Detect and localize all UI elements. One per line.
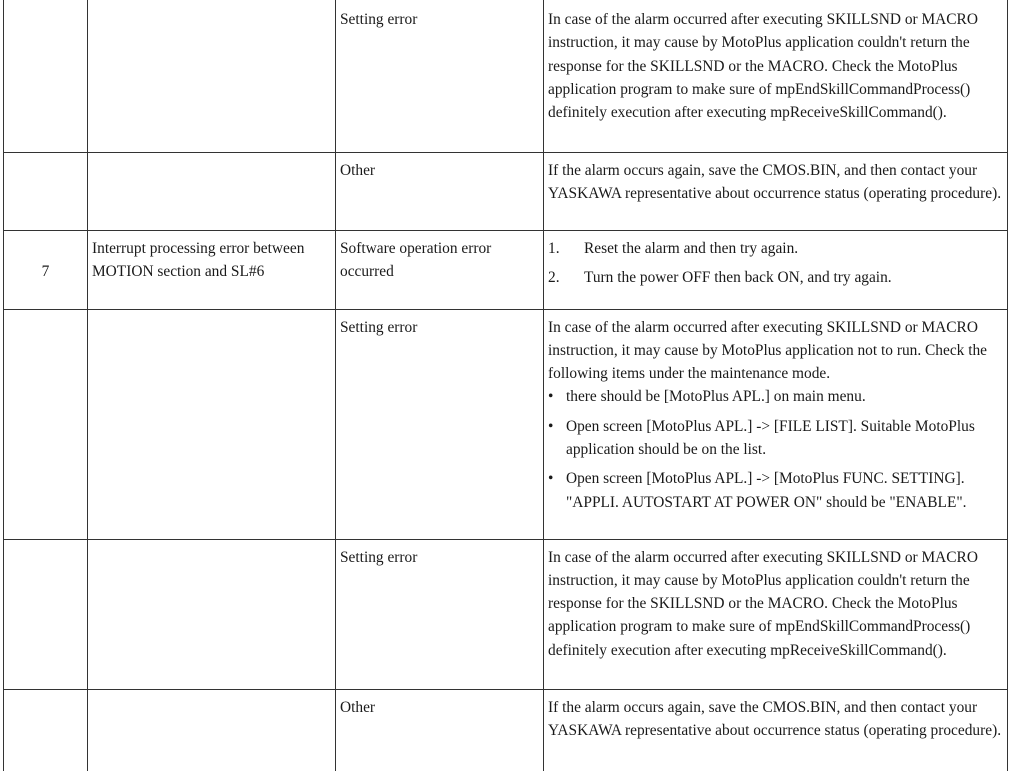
list-item — [548, 266, 1003, 289]
cause-cell: Setting error — [336, 0, 544, 152]
bullet-icon: • — [548, 417, 554, 435]
bullet-icon: • — [548, 388, 554, 406]
cause-cell: Other — [336, 152, 544, 230]
alarm-number-cell — [4, 309, 88, 539]
alarm-number-cell — [4, 539, 88, 689]
alarm-name-cell — [88, 0, 336, 152]
remedy-text: In case of the alarm occurred after executing SKILLSND or MACRO instruction, it may cause by MotoPlus application couldn't return the response for the SKILLSND or the MACRO. Check the MotoPlus application program to make sure of mpEndSkillCommandProcess() definitely execution after executing mpReceiveSkillCommand(). — [548, 11, 978, 122]
alarm-table — [3, 0, 1008, 771]
alarm-name-cell — [88, 539, 336, 689]
alarm-name-cell — [88, 152, 336, 230]
table-row — [4, 309, 1008, 539]
alarm-number-cell: 7 — [4, 230, 88, 309]
alarm-number-cell — [4, 152, 88, 230]
step-text: Reset the alarm and then try again. — [584, 239, 799, 257]
table-row — [4, 152, 1008, 230]
remedy-cell — [544, 152, 1008, 230]
step-text: Turn the power OFF then back ON, and try again. — [584, 268, 892, 286]
list-item — [548, 415, 1003, 462]
remedy-cell — [544, 689, 1008, 771]
remedy-cell — [544, 0, 1008, 152]
bullet-text: Open screen [MotoPlus APL.] -> [MotoPlus FUNC. SETTING]. "APPLI. AUTOSTART AT POWER ON" should be "ENABLE". — [566, 470, 967, 511]
remedy-cell — [544, 230, 1008, 309]
remedy-cell — [544, 309, 1008, 539]
remedy-text: In case of the alarm occurred after executing SKILLSND or MACRO instruction, it may cause by MotoPlus application not to run. Check the following items under the maintenance mode. — [548, 318, 987, 383]
remedy-text: If the alarm occurs again, save the CMOS.BIN, and then contact your YASKAWA representative about occurrence status (operating procedure). — [548, 161, 1002, 202]
bullet-text: Open screen [MotoPlus APL.] -> [FILE LIST]. Suitable MotoPlus application should be on the list. — [566, 417, 975, 458]
cause-cell: Setting error — [336, 309, 544, 539]
alarm-name-cell: Interrupt processing error between MOTION section and SL#6 — [88, 230, 336, 309]
table-row — [4, 539, 1008, 689]
remedy-cell — [544, 539, 1008, 689]
cause-cell: Software operation error occurred — [336, 230, 544, 309]
list-item — [548, 467, 1003, 514]
list-item — [548, 385, 1003, 408]
table-row — [4, 689, 1008, 771]
alarm-number-cell — [4, 689, 88, 771]
list-item — [548, 237, 1003, 260]
step-number: 1. — [548, 239, 560, 257]
bullet-text: there should be [MotoPlus APL.] on main menu. — [566, 388, 866, 406]
cause-cell: Setting error — [336, 539, 544, 689]
remedy-checklist — [548, 385, 1003, 513]
bullet-icon: • — [548, 470, 554, 488]
remedy-text: In case of the alarm occurred after executing SKILLSND or MACRO instruction, it may cause by MotoPlus application couldn't return the response for the SKILLSND or the MACRO. Check the MotoPlus application program to make sure of mpEndSkillCommandProcess() definitely execution after executing mpReceiveSkillCommand(). — [548, 548, 978, 659]
cause-cell: Other — [336, 689, 544, 771]
alarm-name-cell — [88, 689, 336, 771]
alarm-name-cell — [88, 309, 336, 539]
remedy-text: If the alarm occurs again, save the CMOS.BIN, and then contact your YASKAWA representative about occurrence status (operating procedure). — [548, 698, 1002, 739]
step-number: 2. — [548, 268, 560, 286]
alarm-number-cell — [4, 0, 88, 152]
table-row — [4, 0, 1008, 152]
remedy-steps — [548, 237, 1003, 290]
table-row — [4, 230, 1008, 309]
